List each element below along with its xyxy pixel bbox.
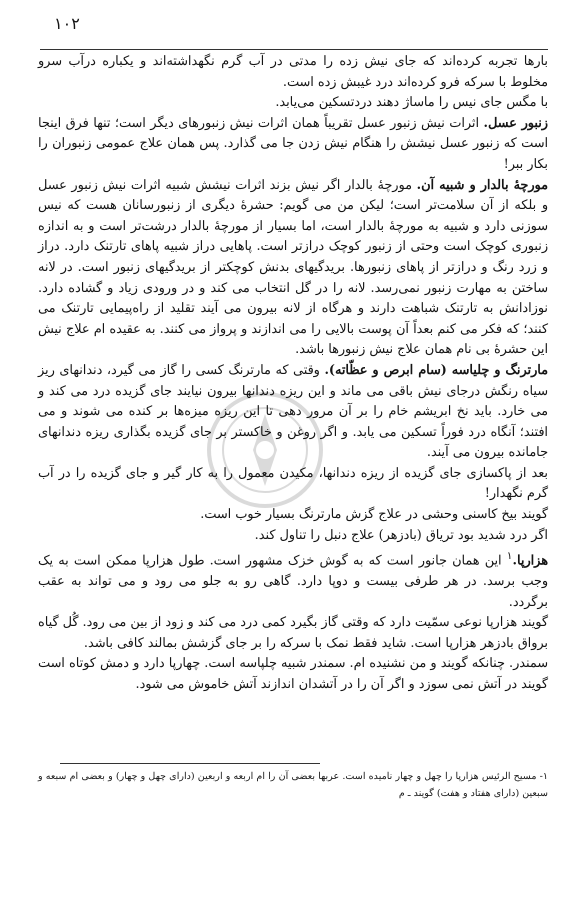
section-heading: هزارپا. xyxy=(512,553,548,569)
header-rule xyxy=(40,49,548,50)
paragraph xyxy=(38,526,548,547)
paragraph xyxy=(38,114,548,176)
paragraph-text: بعد از پاکسازی جای گزیده از ریزه دندانها، مکیدن معمول را به کار گیر و جای گزیده را در آب گرم نگهدار! xyxy=(38,465,548,502)
paragraph-text: سمندر. چنانکه گویند و من نشنیده ام. سمندر شبیه چلپاسه است. چهارپا دارد و دمش کوتاه است گویند در آتش نمی سوزد و اگر آن را در آتشدان اندازند آتش خاموش می شود. xyxy=(38,656,548,693)
footnote-marker: ۱ xyxy=(506,549,513,563)
paragraph xyxy=(38,613,548,654)
paragraph xyxy=(38,361,548,464)
paragraph xyxy=(38,654,548,695)
paragraph-text: اثرات نیش زنبور عسل تقریباً همان اثرات نیش زنبورهای دیگر است؛ تنها فرق اینجا است که زنبور عسل نیشش را هنگام نیش زدن جا می گذارد. پس همان علاج عمومی زنبوران را بکار ببر! xyxy=(38,115,548,172)
footnote-rule xyxy=(60,763,320,764)
paragraph xyxy=(38,546,548,613)
section-heading: مورچهٔ بالدار و شبیه آن. xyxy=(416,177,548,193)
paragraph-text: این همان جانور است که به گوش خزک مشهور است. طول هزارپا ممکن است به یک وجب برسد. در هر طرفی بیست و دوپا دارد. گاهی رو به جلو می رود و می تواند به عقب برگردد. xyxy=(38,553,548,610)
section-heading: زنبور عسل. xyxy=(483,115,548,131)
paragraph xyxy=(38,176,548,361)
paragraph xyxy=(38,464,548,505)
paragraph-text: با مگس جای نیس را ماساژ دهند دردتسکین می‌یابد. xyxy=(275,95,548,111)
paragraph xyxy=(38,93,548,114)
paragraph xyxy=(38,505,548,526)
paragraph-text: بارها تجربه کرده‌اند که جای نیش زده را مدتی در آب گرم نگهداشته‌اند و یکباره درآب سرو مخلوط با سرکه فرو کرده‌اند درد غیبش زده است. xyxy=(38,54,548,90)
body-text xyxy=(38,52,548,696)
paragraph-text: وقتی که مارترنگ کسی را گاز می گیرد، دندانهای ریز سیاه رنگش درجای نیش باقی می ماند و این ریزه دندانها بیرون نیایند جای گزیده درد می کند و می خارد. باید نخ ابریشم خام را بر آن مرور دهی تا این ریزه میزه‌ها بر کنده می شوند و می افتند؛ آنگاه درد فوراً تسکین می یابد. و اگر روغن و خاکستر بر جای گزیده بگذاری ریزه دندانهای جامانده بیرون می آیند. xyxy=(38,362,548,461)
footnote: ۱- مسیح الرئیس هزارپا را چهل و چهار نامیده است. عربها بعضی آن را ام اربعه و اربعین (دارای چهل و چهار) و بعضی ام سبعه و سبعین (دارای هفتاد و هفت) گویند ـ م xyxy=(38,771,548,799)
paragraph-text: مورچهٔ بالدار اگر نیش بزند اثرات نیشش شبیه اثرات نیش زنبور عسل و بلکه از آن سلامت‌تر است؛ لیکن من می گویم: حشرهٔ دیگری از زنبورسانان هست که نیس سوزنی دارد و شبیه به مورچهٔ بالدار است، اما بسیار از مورچهٔ بالدار درشت‌تر است و به اندازه زنبوری کوچک است وحتی از زنبور کوچک درازتر است. پاهایی دراز شبیه پاهای تارتنک دارد. دراز و زرد رنگ و درازتر از پاهای زنبورها. بریدگیهای بدنش کوچکتر از بریدگیهای زنبور است. در لانه ساختن به مهارت زنبور نمی‌رسد. لانه را در گل انتخاب می کند و در ورودی زیاد و گشاده دارد. نوزادانش به تارتنک شباهت دارند و هرگاه از لانه بیرون می آیند تقلید از راه‌پیمایی تارتنک می کنند؛ که فکر می کنم بعداً آن پوست بالایی را می اندازند و پرواز می کنند. به عقیده ام علاج نیش این حشرهٔ بی نام همان علاج نیش زنبورها باشد. xyxy=(38,177,548,358)
paragraph-text: اگر درد شدید بود تریاق (بادزهر) علاج دنبل را تناول کند. xyxy=(254,527,548,543)
paragraph-text: گویند هزارپا نوعی سمّیت دارد که وقتی گاز بگیرد کمی درد می کند و زود از بین می رود. گُل گیاه برواق بادزهر هزارپا است. شاید فقط نمک با سرکه را بر جای گزشش بمالند کافی باشد. xyxy=(38,615,548,651)
section-heading: مارترنگ و چلیاسه (سام ابرص و عظّاته). xyxy=(324,362,548,378)
paragraph-text: گویند بیخ کاسنی وحشی در علاج گزش مارترنگ بسیار خوب است. xyxy=(200,507,548,523)
paragraph xyxy=(38,52,548,93)
page-number: ۱۰۲ xyxy=(54,14,80,33)
